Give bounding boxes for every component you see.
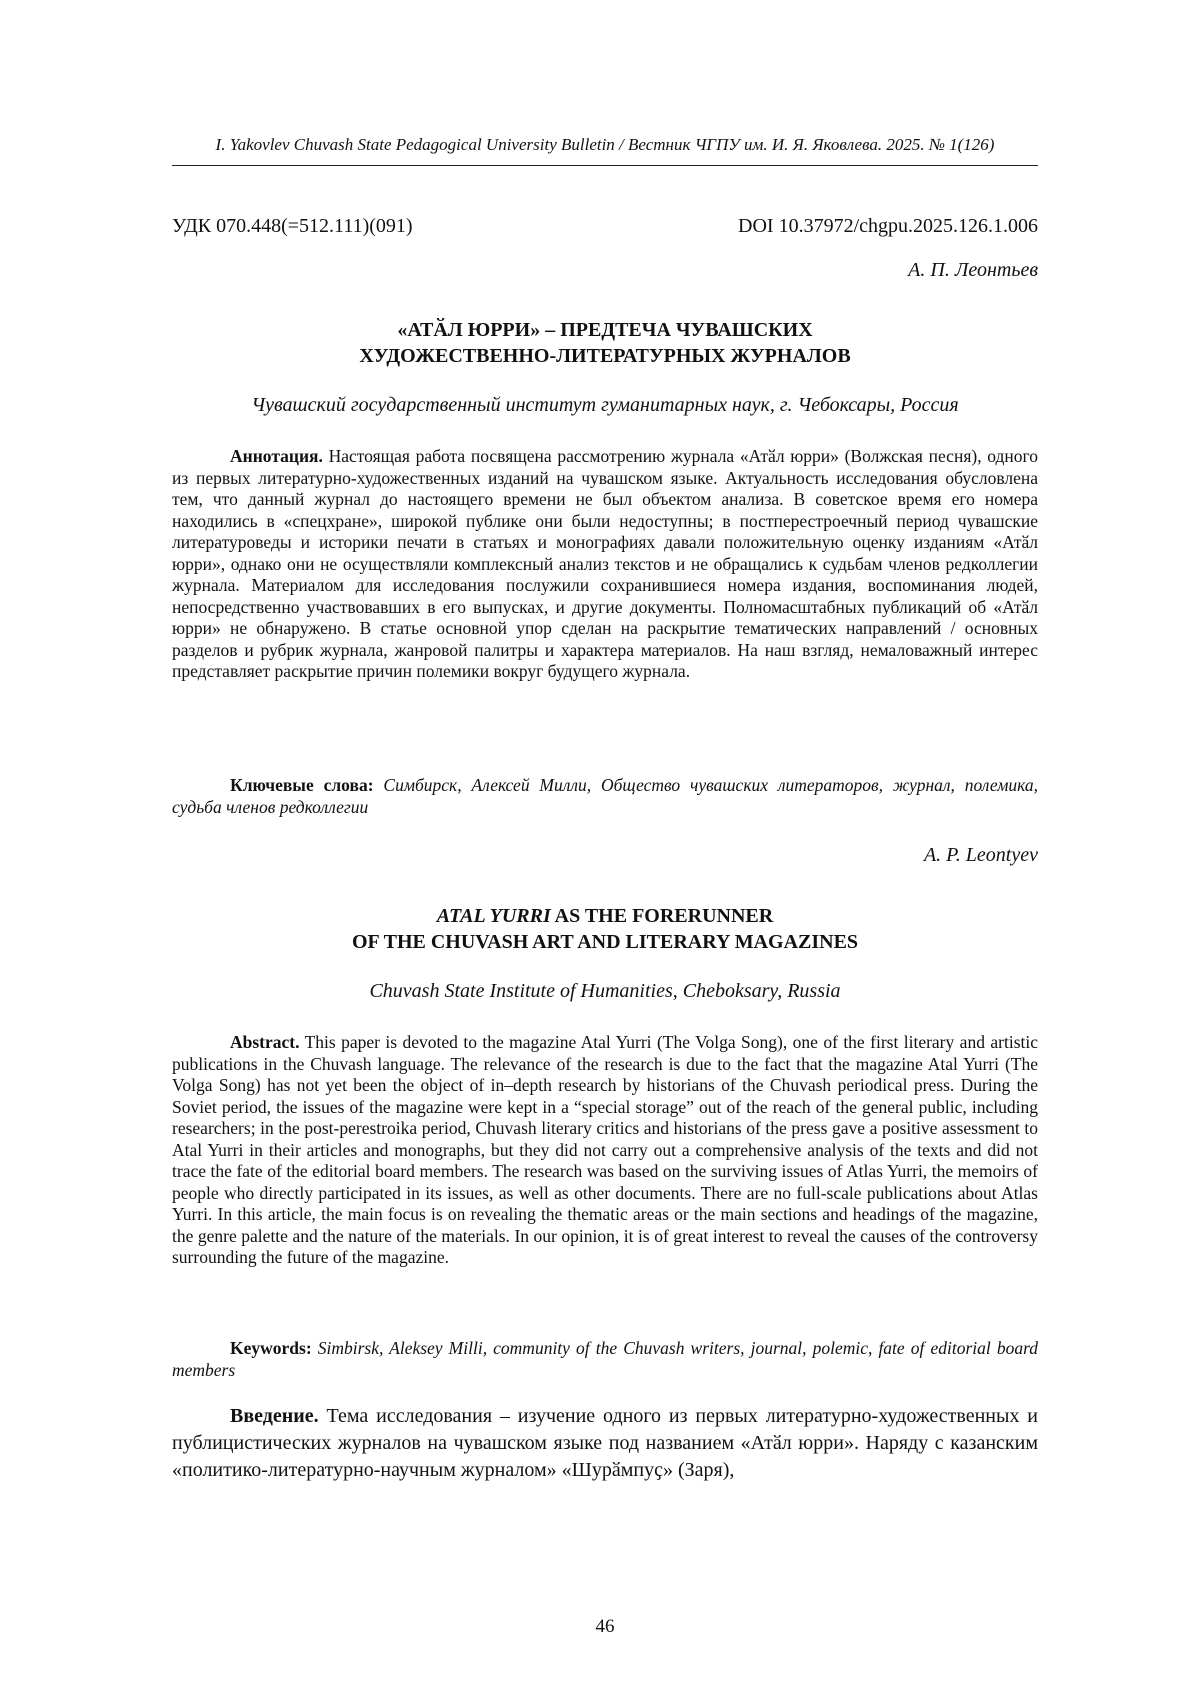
abstract-en-text: This paper is devoted to the magazine Atal Yurri (The Volga Song), one of the first literary and artistic publications in the Chuvash language. The relevance of the research is due to the fact that the magazine Atal Yurri (The Volga Song) has not yet been the object of in–depth research by historians of the Chuvash periodical press. During the Soviet period, the issues of the magazine were kept in a “special storage” out of the reach of the general public, including researchers; in the post-perestroika period, Chuvash literary critics and historians of the press gave a positive assessment to Atal Yurri in their articles and monographs, but they did not carry out a comprehensive analysis of the texts and did not trace the fate of the editorial board members. The research was based on the surviving issues of Atlas Yurri, the memoirs of people who directly participated in its issues, as well as other documents. There are no full-scale publications about Atlas Yurri. In this article, the main focus is on revealing the thematic areas or the main sections and headings of the magazine, the genre palette and the nature of the materials. In our opinion, it is of great interest to reveal the causes of the controversy surrounding the future of the magazine.: [172, 1032, 1038, 1267]
abstract-en-label: Abstract.: [230, 1032, 300, 1052]
title-ru: [172, 317, 1038, 369]
title-en: [172, 903, 1038, 955]
doi: DOI 10.37972/chgpu.2025.126.1.006: [738, 215, 1038, 237]
intro-label: Введение.: [230, 1405, 319, 1427]
keywords-ru-text: Симбирск, Алексей Милли, Общество чувашских литераторов, журнал, полемика, судьба членов редколлегии: [172, 775, 1038, 817]
introduction: [172, 1403, 1038, 1484]
abstract-ru-label: Аннотация.: [230, 446, 323, 466]
title-en-line2: OF THE CHUVASH ART AND LITERARY MAGAZINES: [351, 931, 859, 953]
intro-text: Тема исследования – изучение одного из первых литературно-художественных и публицистических журналов на чувашском языке под названием «Атӑл юрри». Наряду с казанским «политико-литературно-научным журналом» «Шурӑмпуҫ» (Заря),: [172, 1405, 1039, 1481]
abstract-en: [172, 1032, 1038, 1269]
keywords-en-label: Keywords:: [230, 1338, 312, 1358]
header-rule: [172, 165, 1038, 166]
affiliation-en: Chuvash State Institute of Humanities, Cheboksary, Russia: [369, 980, 841, 1002]
author-ru: А. П. Леонтьев: [908, 259, 1038, 281]
keywords-en-text: Simbirsk, Aleksey Milli, community of the Chuvash writers, journal, polemic, fate of editorial board members: [172, 1338, 1039, 1380]
keywords-ru-label: Ключевые слова:: [230, 775, 374, 795]
udk-code: УДК 070.448(=512.111)(091): [172, 215, 413, 237]
author-en: A. P. Leontyev: [923, 844, 1038, 866]
affiliation-ru: Чувашский государственный институт гуманитарных наук, г. Чебоксары, Россия: [251, 394, 959, 416]
title-ru-line1: «АТӐЛ ЮРРИ» – ПРЕДТЕЧА ЧУВАШСКИХ: [397, 319, 813, 341]
page-number: 46: [595, 1616, 615, 1637]
title-en-italic: ATAL YURRI: [436, 905, 551, 927]
title-en-line1-rest: AS THE FORERUNNER: [550, 905, 774, 927]
abstract-ru-text: Настоящая работа посвящена рассмотрению журнала «Атӑл юрри» (Волжская песня), одного из первых литературно-художественных изданий на чувашском языке. Актуальность исследования обусловлена тем, что данный журнал до настоящего времени не был объектом анализа. В советское время его номера находились в «спецхране», широкой публике они были недоступны; в постперестроечный период чувашские литературоведы и историки печати в статьях и монографиях давали положительную оценку изданиям «Атӑл юрри», однако они не осуществляли комплексный анализ текстов и не обращались к судьбам членов редколлегии журнала. Материалом для исследования послужили сохранившиеся номера издания, воспоминания людей, непосредственно участвовавших в его выпусках, и другие документы. Полномасштабных публикаций об «Атӑл юрри» не обнаружено. В статье основной упор сделан на раскрытие тематических направлений / основных разделов и рубрик журнала, жанровой палитры и характера материалов. На наш взгляд, немаловажный интерес представляет раскрытие причин полемики вокруг будущего журнала.: [172, 446, 1039, 681]
keywords-ru: [172, 775, 1038, 818]
keywords-en: [172, 1338, 1038, 1381]
running-header: I. Yakovlev Chuvash State Pedagogical University Bulletin / Вестник ЧГПУ им. И. Я. Яковлева. 2025. № 1(126): [215, 135, 995, 154]
title-en-line1: [172, 903, 1038, 929]
abstract-ru: [172, 446, 1038, 683]
title-ru-line2: ХУДОЖЕСТВЕННО-ЛИТЕРАТУРНЫХ ЖУРНАЛОВ: [359, 345, 851, 367]
